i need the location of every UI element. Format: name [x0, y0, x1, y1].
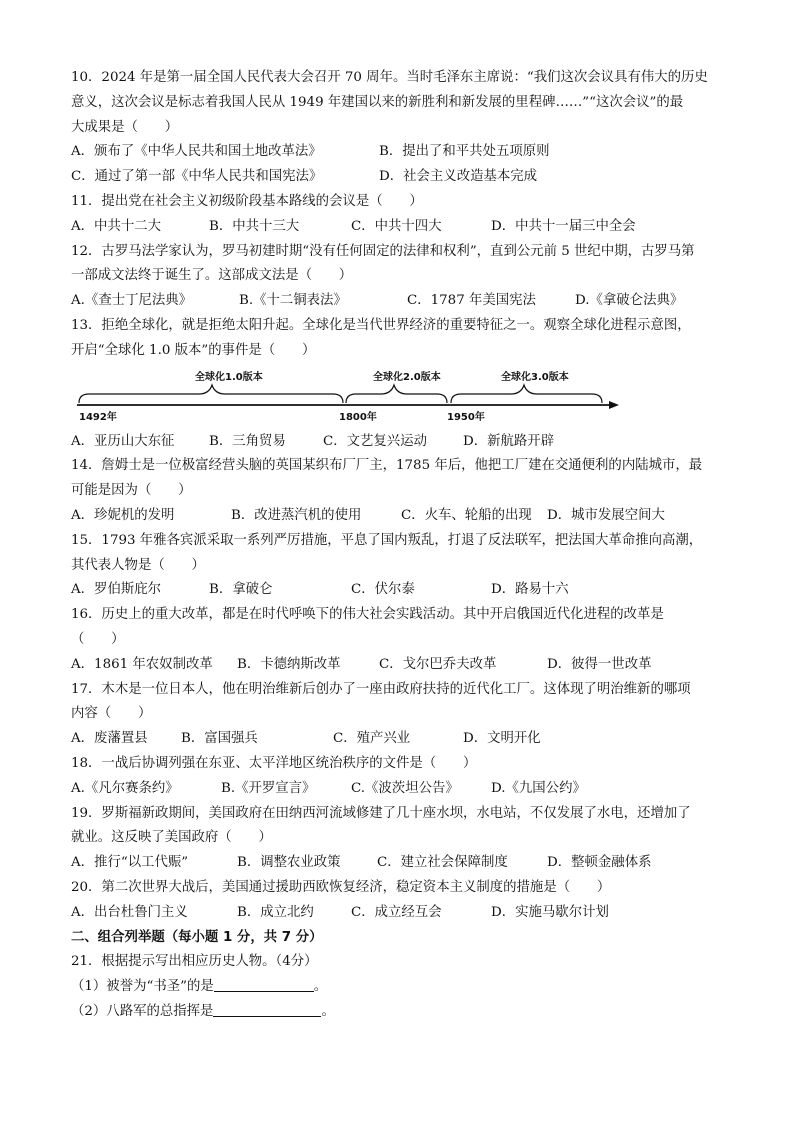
timeline-year-1950: 1950年: [447, 411, 485, 423]
question-13: [71, 314, 733, 454]
question-stem-line: 11．提出党在社会主义初级阶段基本路线的会议是（ ）: [71, 193, 423, 209]
question-stem-line: 18．一战后协调列强在东亚、太平洋地区统治秩序的文件是（ ）: [71, 755, 477, 771]
question-stem-line: 其代表人物是（ ）: [71, 557, 205, 573]
question-stem-line: 19．罗斯福新政期间，美国政府在田纳西河流域修建了几十座水坝，水电站，不仅发展了水电，还增加了: [71, 805, 691, 821]
option-a[interactable]: A.《查士丁尼法典》: [71, 293, 193, 309]
question-stem-line: 可能是因为（ ）: [71, 483, 192, 499]
timeline-label-2: 全球化2.0版本: [373, 371, 441, 383]
timeline-figure: [71, 368, 631, 426]
question-14: [71, 454, 733, 528]
option-b[interactable]: B.《十二铜表法》: [239, 293, 347, 309]
question-15: [71, 529, 733, 603]
options-row: [71, 727, 733, 752]
question-stem-line: 一部成文法终于诞生了。这部成文法是（ ）: [71, 268, 353, 284]
question-19: [71, 802, 733, 876]
question-stem-line: 15．1793 年雅各宾派采取一系列严厉措施，平息了国内叛乱，打退了反法联军，把法国大革命推向高潮，: [71, 532, 703, 548]
question-18: [71, 752, 733, 802]
question-stem-line: 12．古罗马法学家认为，罗马初建时期“没有任何固定的法律和权利”，直到公元前 5 世纪中期，古罗马第: [71, 243, 695, 259]
options-row: [71, 851, 733, 876]
options-row: [71, 140, 733, 165]
option-b[interactable]: B．三角贸易: [209, 433, 286, 449]
timeline-label-3: 全球化3.0版本: [501, 371, 569, 383]
question-stem-line: 16．历史上的重大改革，都是在时代呼唤下的伟大社会实践活动。其中开启俄国近代化进程的改革是: [71, 607, 664, 623]
sub-question-end: 。: [321, 1003, 335, 1019]
option-b[interactable]: B．富国强兵: [181, 731, 258, 747]
globalization-timeline: [71, 368, 733, 426]
option-c[interactable]: C．殖产兴业: [333, 731, 411, 747]
options-row: [71, 901, 733, 926]
timeline-year-1800: 1800年: [339, 411, 377, 423]
options-row: [71, 289, 733, 314]
option-c[interactable]: C.《波茨坦公告》: [351, 780, 459, 796]
options-row: [71, 777, 733, 802]
options-row: [71, 653, 733, 678]
option-a[interactable]: A．罗伯斯庇尔: [71, 582, 162, 598]
option-c[interactable]: C．文艺复兴运动: [323, 433, 427, 449]
sub-question-text: （1）被誉为“书圣”的是: [71, 979, 214, 995]
option-b[interactable]: B．卡德纳斯改革: [237, 656, 341, 672]
timeline-label-1: 全球化1.0版本: [195, 371, 263, 383]
option-a[interactable]: A．推行“以工代赈”: [71, 855, 189, 871]
option-b[interactable]: B.《开罗宣言》: [221, 780, 316, 796]
option-d[interactable]: D．社会主义改造基本完成: [379, 169, 538, 185]
option-b[interactable]: B．提出了和平共处五项原则: [379, 144, 550, 160]
question-stem-line: 17．木木是一位日本人，他在明治维新后创办了一座由政府扶持的近代化工厂。这体现了明治维新的哪项: [71, 681, 691, 697]
question-stem-line: 14．詹姆士是一位极富经营头脑的英国某织布厂厂主，1785 年后，他把工厂建在交通便利的内陆城市，最: [71, 458, 703, 474]
options-row: [71, 215, 733, 240]
question-11: [71, 190, 733, 240]
option-c[interactable]: C．建立社会保障制度: [377, 855, 508, 871]
option-b[interactable]: B．中共十三大: [209, 218, 300, 234]
question-stem-line: 13．拒绝全球化，就是拒绝太阳升起。全球化是当代世界经济的重要特征之一。观察全球化进程示意图，: [71, 317, 691, 333]
option-d[interactable]: D．实施马歇尔计划: [491, 904, 609, 920]
option-c[interactable]: C．成立经互会: [351, 904, 442, 920]
option-b[interactable]: B．调整农业政策: [237, 855, 341, 871]
option-c[interactable]: C．伏尔泰: [351, 582, 415, 598]
options-row: [71, 504, 733, 529]
answer-blank[interactable]: [213, 1000, 321, 1017]
option-a[interactable]: A．出台杜鲁门主义: [71, 904, 188, 920]
options-row: [71, 578, 733, 603]
exam-page: [71, 66, 733, 1025]
question-16: [71, 603, 733, 677]
answer-blank[interactable]: [214, 975, 314, 992]
option-d[interactable]: D．中共十一届三中全会: [491, 218, 636, 234]
option-a[interactable]: A．中共十二大: [71, 218, 162, 234]
option-c[interactable]: C．火车、轮船的出现: [401, 507, 532, 523]
option-d[interactable]: D．路易十六: [491, 582, 569, 598]
sub-question-text: （2）八路军的总指挥是: [71, 1003, 214, 1019]
question-stem-line: 意义，这次会议是标志着我国人民从 1949 年建国以来的新胜利和新发展的里程碑……”“这次会议”的最: [71, 94, 684, 110]
option-d[interactable]: D．新航路开辟: [463, 433, 555, 449]
sub-question-end: 。: [313, 979, 328, 995]
option-c[interactable]: C．1787 年美国宪法: [407, 293, 536, 309]
option-a[interactable]: A．废藩置县: [71, 731, 148, 747]
question-stem-line: 10．2024 年是第一届全国人民代表大会召开 70 周年。当时毛泽东主席说：“我们这次会议具有伟大的历史: [71, 70, 708, 85]
option-c[interactable]: C．通过了第一部《中华人民共和国宪法》: [71, 169, 323, 185]
question-17: [71, 678, 733, 752]
question-stem-line: 大成果是（ ）: [71, 119, 179, 135]
question-21: [71, 950, 733, 1024]
option-a[interactable]: A.《凡尔赛条约》: [71, 780, 179, 796]
option-a[interactable]: A．亚历山大东征: [71, 433, 175, 449]
option-a[interactable]: A．珍妮机的发明: [71, 507, 175, 523]
option-d[interactable]: D．整顿金融体系: [547, 855, 652, 871]
option-d[interactable]: D.《九国公约》: [491, 780, 586, 796]
options-row: [71, 165, 733, 190]
section-title: 二、组合列举题（每小题 1 分，共 7 分）: [71, 929, 323, 945]
question-stem-line: 21．根据提示写出相应历史人物。（4分）: [71, 954, 318, 970]
option-a[interactable]: A．1861 年农奴制改革: [71, 656, 213, 672]
question-20: [71, 876, 733, 926]
question-stem-line: 就业。这反映了美国政府（ ）: [71, 830, 272, 846]
question-10: [71, 66, 733, 190]
question-12: [71, 240, 733, 314]
question-stem-line: 20．第二次世界大战后，美国通过援助西欧恢复经济，稳定资本主义制度的措施是（ ）: [71, 879, 611, 895]
option-b[interactable]: B．改进蒸汽机的使用: [231, 507, 362, 523]
option-c[interactable]: C．中共十四大: [351, 218, 442, 234]
option-c[interactable]: C．戈尔巴乔夫改革: [379, 656, 497, 672]
options-row: [71, 430, 733, 455]
option-d[interactable]: D.《拿破仑法典》: [575, 293, 684, 309]
option-b[interactable]: B．拿破仑: [209, 582, 273, 598]
question-stem-line: （ ）: [71, 631, 125, 647]
timeline-year-1492: 1492年: [79, 411, 117, 423]
option-d[interactable]: D．城市发展空间大: [547, 507, 665, 523]
option-a[interactable]: A．颁布了《中华人民共和国土地改革法》: [71, 144, 322, 160]
option-d[interactable]: D．彼得一世改革: [547, 656, 652, 672]
question-stem-line: 开启“全球化 1.0 版本”的事件是（ ）: [71, 342, 316, 358]
question-stem-line: 内容（ ）: [71, 706, 152, 722]
option-d[interactable]: D．文明开化: [463, 731, 541, 747]
sub-question-2: [71, 1000, 733, 1025]
sub-question-1: [71, 975, 733, 1000]
option-b[interactable]: B．成立北约: [237, 904, 314, 920]
